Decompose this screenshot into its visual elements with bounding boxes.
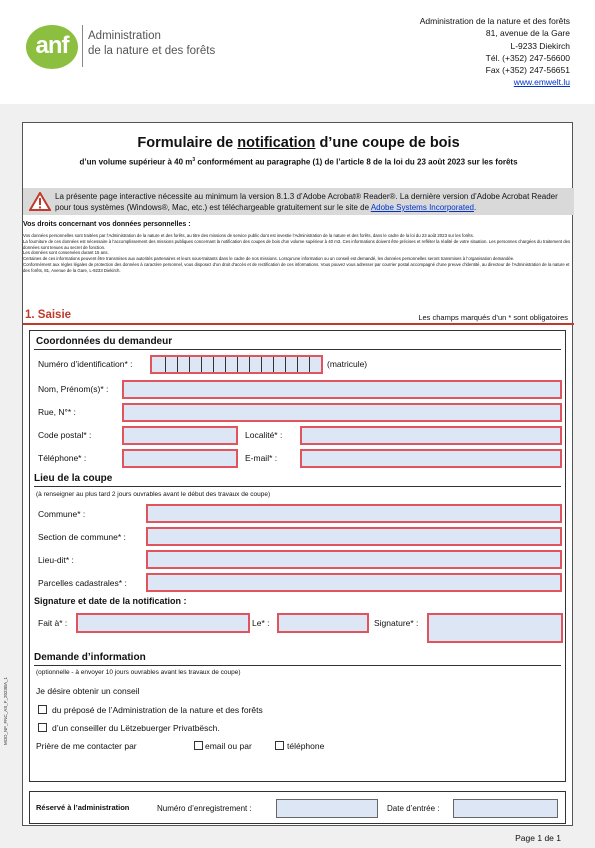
form-page xyxy=(22,122,573,826)
parcels-field[interactable] xyxy=(146,573,562,592)
contact-label: Prière de me contacter par xyxy=(36,741,137,751)
location-note: (à renseigner au plus tard 2 jours ouvrables avant le début des travaux de coupe) xyxy=(36,491,271,498)
divider xyxy=(34,665,561,666)
contact-phone-label: téléphone xyxy=(287,741,325,751)
parcels-label: Parcelles cadastrales* : xyxy=(38,578,127,588)
form-box xyxy=(29,330,566,782)
location-heading: Lieu de la coupe xyxy=(34,473,113,484)
section-commune-field[interactable] xyxy=(146,527,562,546)
anf-logo: anf xyxy=(26,25,78,69)
option-prepose-checkbox[interactable] xyxy=(38,705,47,714)
applicant-heading: Coordonnées du demandeur xyxy=(36,336,173,347)
lieu-dit-field[interactable] xyxy=(146,550,562,569)
id-suffix: (matricule) xyxy=(327,359,368,369)
name-label: Nom, Prénom(s)* : xyxy=(38,384,109,394)
date-label: Le* : xyxy=(252,618,270,628)
divider xyxy=(34,349,561,350)
id-field[interactable] xyxy=(150,355,323,374)
email-field[interactable] xyxy=(300,449,562,468)
admin-box xyxy=(29,791,566,824)
street-field[interactable] xyxy=(122,403,562,422)
contact-phone-checkbox[interactable] xyxy=(275,741,284,750)
phone-label: Téléphone* : xyxy=(38,453,87,463)
contact-email-checkbox[interactable] xyxy=(194,741,203,750)
commune-label: Commune* : xyxy=(38,509,86,519)
registration-field[interactable] xyxy=(276,799,378,818)
signature-heading: Signature et date de la notification : xyxy=(34,596,187,606)
divider xyxy=(34,486,561,487)
admin-label: Réservé à l’administration xyxy=(36,803,130,812)
address-line: Fax (+352) 247-56651 xyxy=(485,65,570,76)
form-code: MOD_NF_FNC_AS_F_2023BA_1 xyxy=(3,676,8,745)
street-label: Rue, N°* : xyxy=(38,407,76,417)
place-label: Fait à* : xyxy=(38,618,68,628)
section-rule xyxy=(23,323,574,325)
address-line: 81, avenue de la Gare xyxy=(485,28,570,39)
sign-label: Signature* : xyxy=(374,618,419,628)
email-label: E-mail* : xyxy=(245,453,278,463)
phone-field[interactable] xyxy=(122,449,238,468)
place-field[interactable] xyxy=(76,613,250,633)
entry-date-field[interactable] xyxy=(453,799,558,818)
page-number: Page 1 de 1 xyxy=(515,833,561,843)
section-title: 1. Saisie xyxy=(25,309,72,321)
request-heading: Demande d’information xyxy=(34,652,146,663)
acrobat-notice xyxy=(23,188,574,215)
lieu-dit-label: Lieu-dit* : xyxy=(38,555,74,565)
website-link[interactable]: www.emwelt.lu xyxy=(513,77,570,88)
required-note: Les champs marqués d’un * sont obligatoires xyxy=(418,313,568,322)
option-conseiller-checkbox[interactable] xyxy=(38,723,47,732)
address-line: Tél. (+352) 247-56600 xyxy=(485,52,570,63)
address-line: L-9233 Diekirch xyxy=(510,40,570,51)
request-intro: Je désire obtenir un conseil xyxy=(36,686,140,696)
postal-field[interactable] xyxy=(122,426,238,445)
address-line: Administration de la nature et des forêts xyxy=(419,16,570,26)
personal-data-heading: Vos droits concernant vos données personnelles : xyxy=(23,221,191,228)
logo-text xyxy=(88,29,215,59)
entry-date-label: Date d’entrée : xyxy=(387,804,440,813)
form-title: Formulaire de notification d’une coupe de bois xyxy=(137,135,460,151)
signature-field[interactable] xyxy=(427,613,563,643)
commune-field[interactable] xyxy=(146,504,562,523)
id-label: Numéro d’identification* : xyxy=(38,359,133,369)
warning-icon xyxy=(29,192,51,211)
name-field[interactable] xyxy=(122,380,562,399)
header xyxy=(0,0,595,105)
adobe-link[interactable]: Adobe Systems Incorporated xyxy=(370,203,474,212)
logo-line-1: Administration xyxy=(88,30,161,42)
contact-email-label: email ou par xyxy=(205,741,252,751)
address-block xyxy=(420,15,570,89)
city-label: Localité* : xyxy=(245,430,283,440)
notice-text: La présente page interactive nécessite au minimum la version 8.1.3 d’Adobe Acrobat® Reader®. La dernière version d’Adobe Acrobat Reader pour tous systèmes (Windows®, Mac, etc.) est téléchargeable gratuitement sur le site de Adobe Systems Incorporated. xyxy=(55,192,558,212)
personal-data-text: Vos données personnelles sont traitées par l’Administration de la nature et des forêts, au titre des missions de service public dont est investie l’Administration de la nature et des forêts, dans le cadre de la loi du 23 août 2023 sur les forêts. La fourniture de ces données est nécessaire à l’accomplissement des missions publiques concernant la notification des coupes de bois d’un volume supérieur à 40 m3. Ces informations doivent être précises et refléter la réalité de votre situation. Les personnes chargées du traitement des données sont tenues au secret de fonction. Les données sont conservées durant 15 ans. Certaines de ces informations peuvent être transmises aux autorités partenaires et leurs sous-traitants dans le cadre de nos missions. Lorsqu’une information ou un conseil est demandé, les données personnelles seront transmises à l’organisation demandée. Conformément aux règles légales de protection des données à caractère personnel, vous disposez d’un droit d’accès et de rectification de ces informations. Vous pouvez vous adresser par courrier postal accompagné d’une preuve d’identité, au directeur de l’Administration de la nature et des forêts, 81, Avenue de la Gare, L-9233 Diekirch. xyxy=(23,233,571,273)
city-field[interactable] xyxy=(300,426,562,445)
date-field[interactable] xyxy=(277,613,369,633)
registration-label: Numéro d’enregistrement : xyxy=(157,804,252,813)
section-commune-label: Section de commune* : xyxy=(38,532,126,542)
form-subtitle: d’un volume supérieur à 40 $m^3$ conformément au paragraphe (1) de l’article 8 de la loi du 23 août 2023 sur les forêts xyxy=(79,157,518,167)
logo-divider xyxy=(82,25,83,67)
option-prepose-label: du préposé de l’Administration de la nature et des forêts xyxy=(52,705,263,715)
logo-line-2: de la nature et des forêts xyxy=(88,45,216,57)
request-note: (optionnelle - à envoyer 10 jours ouvrables avant les travaux de coupe) xyxy=(36,669,241,676)
postal-label: Code postal* : xyxy=(38,430,92,440)
option-conseiller-label: d’un conseiller du Lëtzebuerger Privatbësch. xyxy=(52,723,220,733)
